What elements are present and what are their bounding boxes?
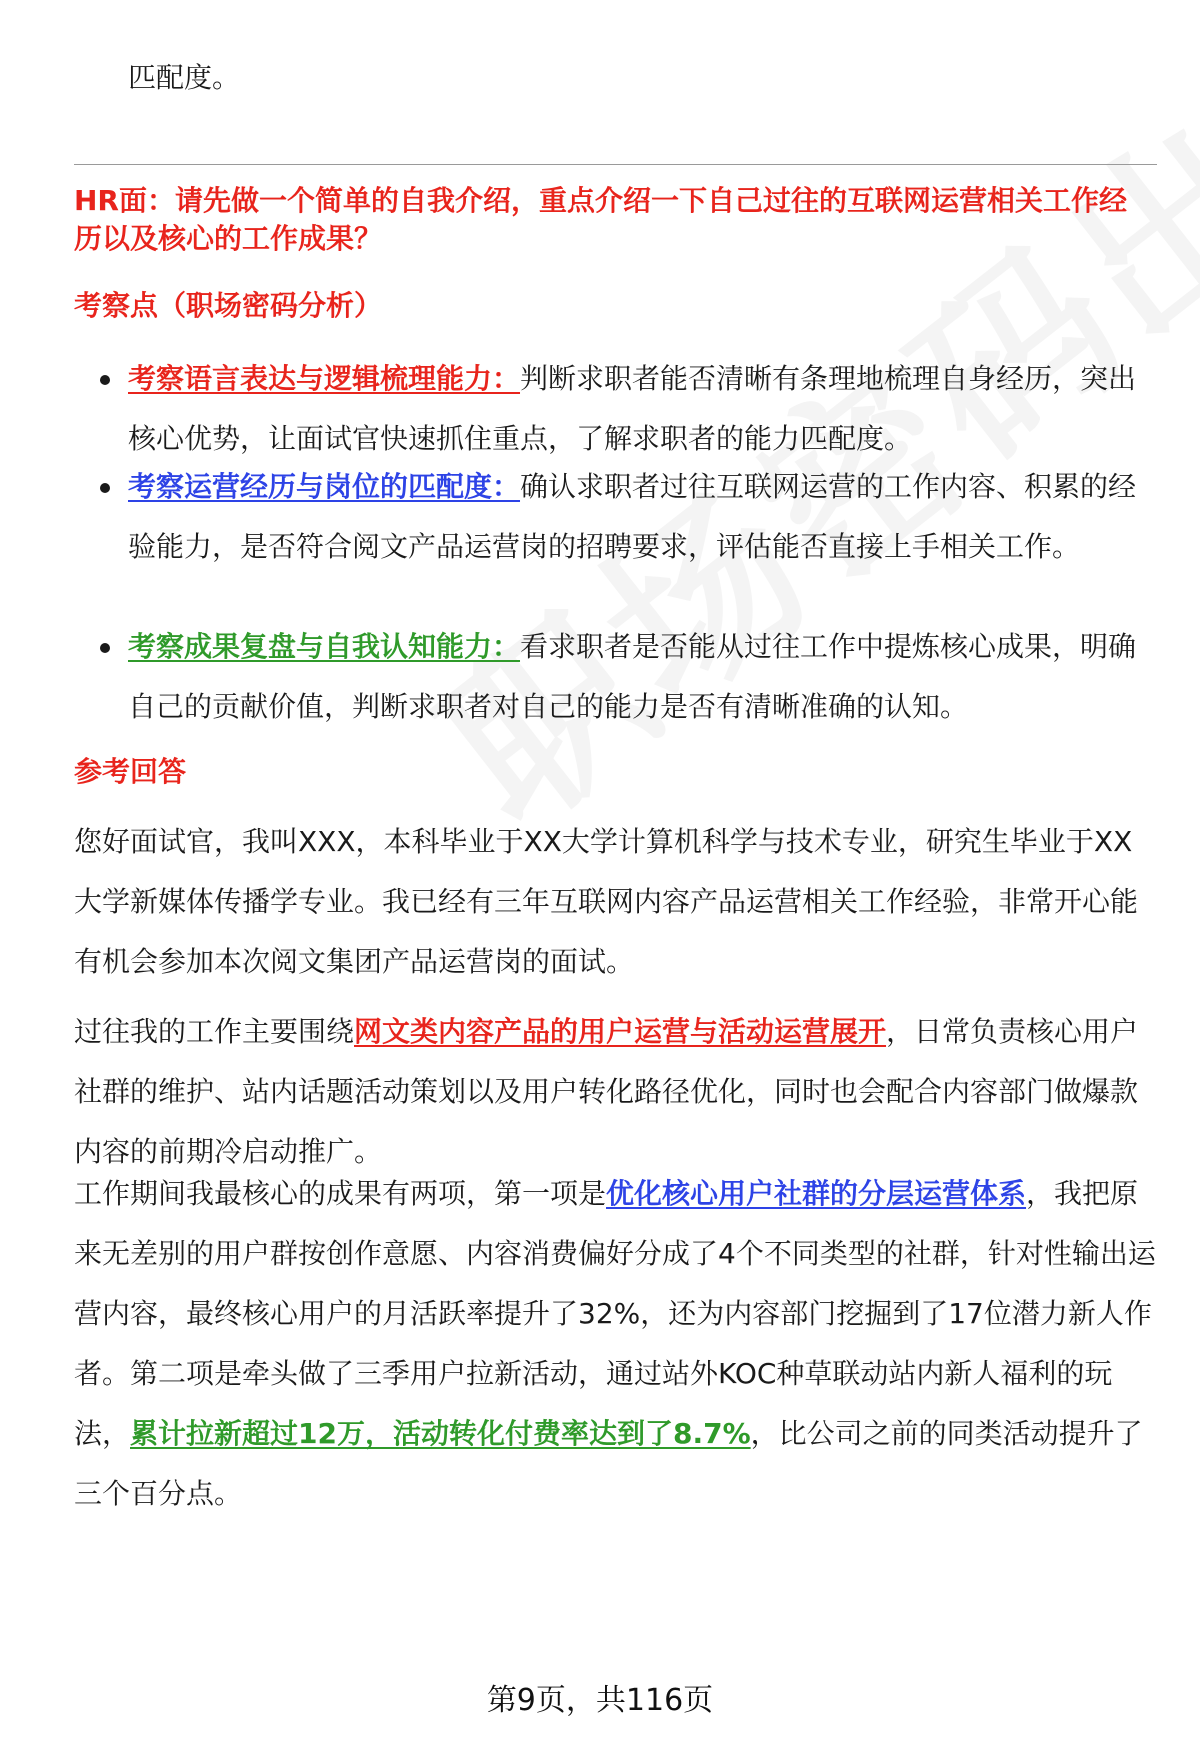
bullet-dot [100,643,110,653]
answer-p3-middle: ，我把原来无差别的用户群按创作意愿、内容消费偏好分成了4个不同类型的社群，针对性输出运营内容，最终核心用户的月活跃率提升了32%，还为内容部门挖掘到了17位潜力新人作者。第二项是牵头做了三季用户拉新活动，通过站外KOC种草联动站内新人福利的玩法， [74,1177,1156,1450]
answer-paragraph-2 [74,1002,1159,1182]
page-footer: 第9页，共116页 [486,1683,714,1718]
top-fragment: 匹配度。 [128,61,241,94]
answer-paragraph-1: 您好面试官，我叫XXX，本科毕业于XX大学计算机科学与技术专业，研究生毕业于XX大学新媒体传播学专业。我已经有三年互联网内容产品运营相关工作经验，非常开心能有机会参加本次阅文集团产品运营岗的面试。 [74,825,1139,978]
bullet-label: 考察语言表达与逻辑梳理能力： [128,362,521,395]
bullet-text: 看求职者是否能从过往工作中提炼核心成果，明确自己的贡献价值，判断求职者对自己的能力是否有清晰准确的认知。 [128,630,1137,723]
bullet-text: 确认求职者过往互联网运营的工作内容、积累的经验能力，是否符合阅文产品运营岗的招聘要求，评估能否直接上手相关工作。 [128,470,1137,563]
bullet-dot [100,375,110,385]
answer-p2-highlight: 网文类内容产品的用户运营与活动运营展开 [354,1015,887,1048]
bullet-label: 考察运营经历与岗位的匹配度： [128,470,521,503]
bullet-item-2 [128,457,1158,577]
bullet-text: 判断求职者能否清晰有条理地梳理自身经历，突出核心优势，让面试官快速抓住重点，了解求职者的能力匹配度。 [128,362,1137,455]
answer-p3-highlight-2: 累计拉新超过12万，活动转化付费率达到了8.7% [130,1417,751,1450]
bullet-item-1 [128,349,1158,469]
bullet-label: 考察成果复盘与自我认知能力： [128,630,521,663]
bullet-item-3 [128,617,1158,737]
answer-p3-after: ，比公司之前的同类活动提升了三个百分点。 [74,1417,1143,1510]
section-answer-title: 参考回答 [74,755,187,788]
answer-p2-before: 过往我的工作主要围绕 [74,1015,355,1048]
answer-paragraph-3 [74,1164,1159,1524]
divider [74,164,1157,165]
section-exam-title: 考察点（职场密码分析） [74,289,383,322]
bullet-dot [100,483,110,493]
question-heading: HR面：请先做一个简单的自我介绍，重点介绍一下自己过往的互联网运营相关工作经历以及核心的工作成果？ [74,184,1127,255]
answer-p3-before: 工作期间我最核心的成果有两项，第一项是 [74,1177,607,1210]
answer-p2-after: ，日常负责核心用户社群的维护、站内话题活动策划以及用户转化路径优化，同时也会配合内容部门做爆款内容的前期冷启动推广。 [74,1015,1139,1168]
answer-p3-highlight-1: 优化核心用户社群的分层运营体系 [606,1177,1027,1210]
